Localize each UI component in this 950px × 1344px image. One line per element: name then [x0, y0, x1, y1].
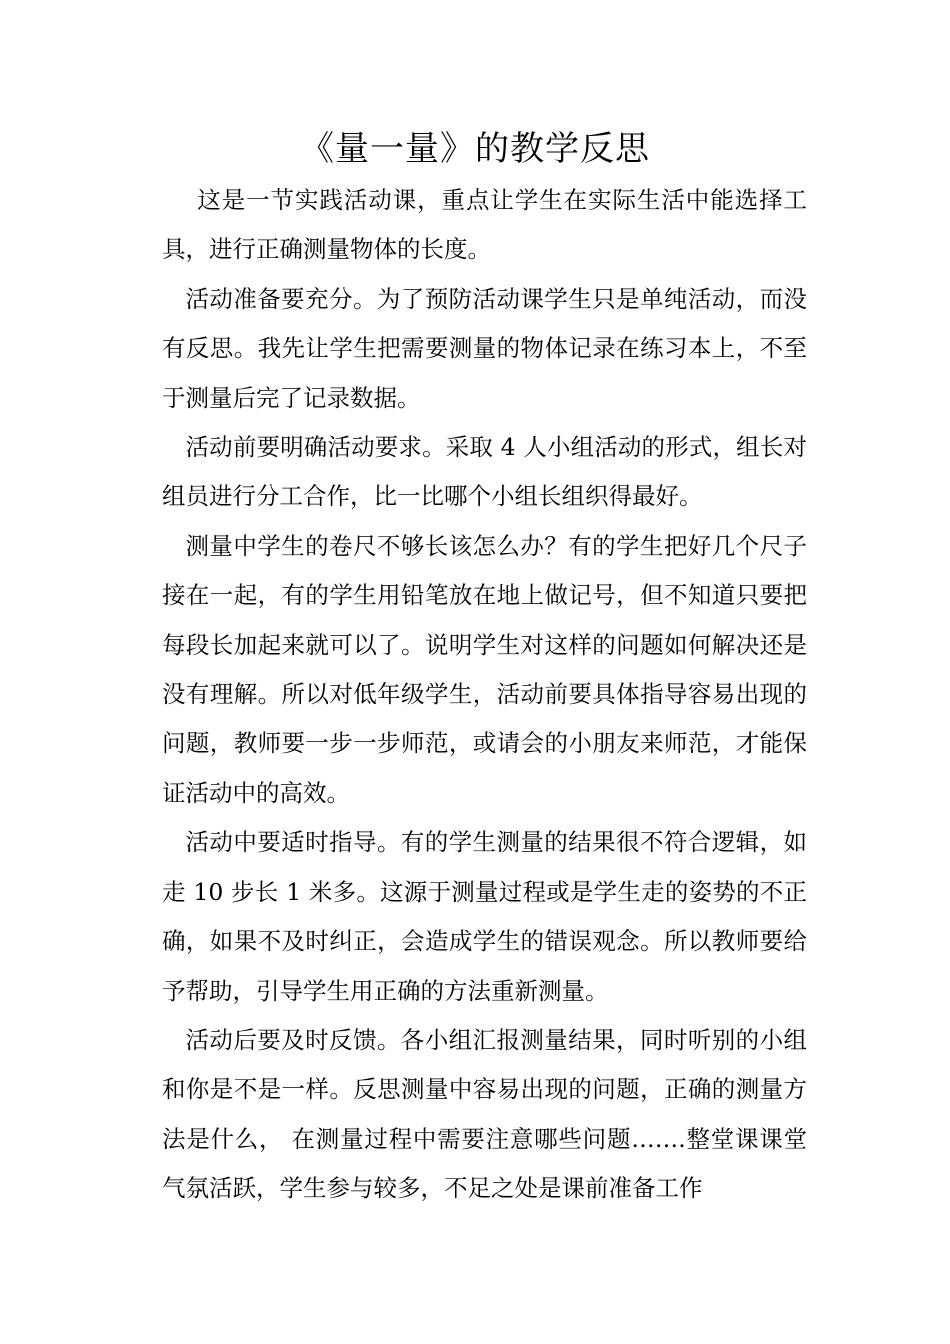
paragraph-guidance: 活动中要适时指导。有的学生测量的结果很不符合逻辑，如走 10 步长 1 米多。这源于测量过程或是学生走的姿势的不正确，如果不及时纠正，会造成学生的错误观念。所以教师要给予帮助，引导学生用正确的方法重新测量。 [162, 828, 807, 1005]
document-body [162, 176, 807, 1214]
paragraph-feedback: 活动后要及时反馈。各小组汇报测量结果，同时听别的小组和你是不是一样。反思测量中容易出现的问题，正确的测量方法是什么， 在测量过程中需要注意哪些问题…….整堂课课堂气氛活跃，学生参与较多，不足之处是课前准备工作 [162, 1025, 807, 1203]
paragraph-intro: 这是一节实践活动课，重点让学生在实际生活中能选择工具，进行正确测量物体的长度。 [162, 186, 807, 264]
paragraph-preparation: 活动准备要充分。为了预防活动课学生只是单纯活动，而没有反思。我先让学生把需要测量的物体记录在练习本上，不至于测量后完了记录数据。 [162, 284, 807, 412]
document-title: 《量一量》的教学反思 [300, 129, 650, 169]
paragraph-requirements: 活动前要明确活动要求。采取 4 人小组活动的形式，组长对组员进行分工合作，比一比哪个小组长组织得最好。 [162, 433, 807, 511]
paragraph-measuring-issues: 测量中学生的卷尺不够长该怎么办？有的学生把好几个尺子接在一起，有的学生用铅笔放在地上做记号，但不知道只要把每段长加起来就可以了。说明学生对这样的问题如何解决还是没有理解。所以对低年级学生，活动前要具体指导容易出现的问题，教师要一步一步师范，或请会的小朋友来师范，才能保证活动中的高效。 [162, 531, 807, 807]
